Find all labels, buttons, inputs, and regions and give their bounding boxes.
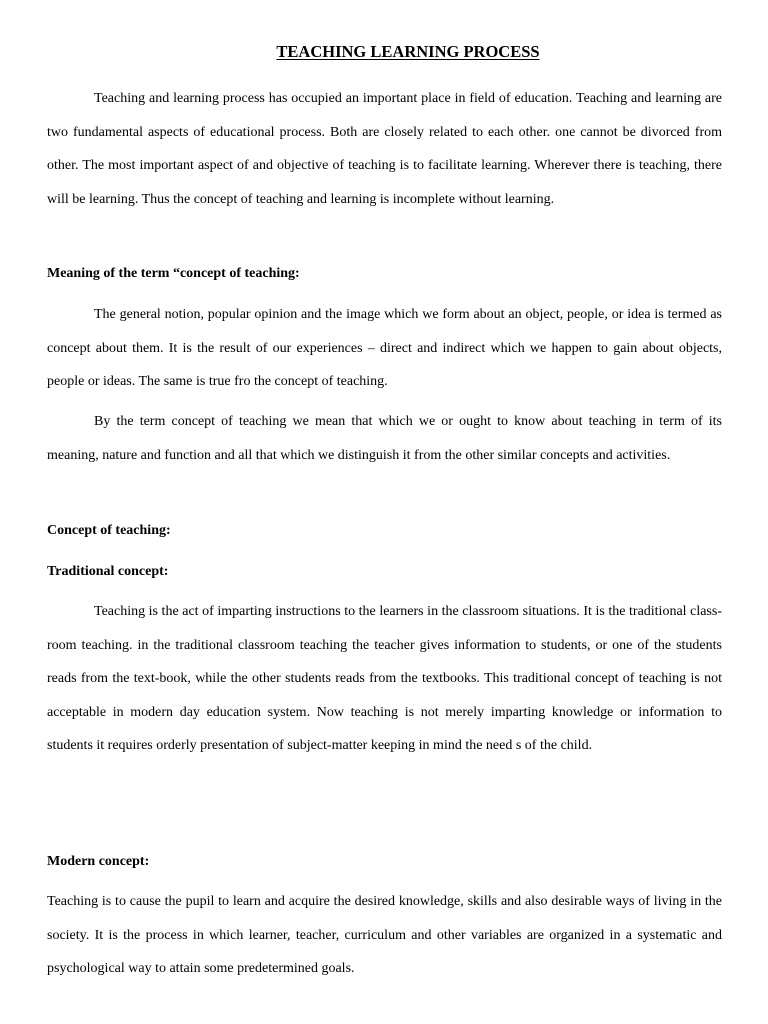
modern-paragraph: Teaching is to cause the pupil to learn and acquire the desired knowledge, skills and also desirable ways of living in the society. It is the process in which learner, teacher, curriculum and other variables are organized in a systematic and psychological way to attain some predetermined goals. bbox=[47, 894, 722, 976]
heading-traditional: Traditional concept: bbox=[47, 564, 169, 579]
heading-concept: Concept of teaching: bbox=[47, 523, 171, 538]
intro-paragraph: Teaching and learning process has occupied an important place in field of education. Teaching and learning are two fundamental aspects of educational process. Both are closely related to each other. one cannot be divorced from other. The most important aspect of and objective of teaching is to facilitate learning. Wherever there is teaching, there will be learning. Thus the concept of teaching and learning is incomplete without learning. bbox=[47, 91, 722, 207]
term-paragraph: By the term concept of teaching we mean that which we or ought to know about teaching in term of its meaning, nature and function and all that which we distinguish it from the other similar concepts and activities. bbox=[47, 414, 722, 463]
document-title: TEACHING LEARNING PROCESS bbox=[276, 42, 540, 61]
notion-paragraph: The general notion, popular opinion and the image which we form about an object, people, or idea is termed as concept about them. It is the result of our experiences – direct and indirect which we happen to gain about objects, people or ideas. The same is true fro the concept of teaching. bbox=[47, 307, 722, 389]
traditional-paragraph: Teaching is the act of imparting instructions to the learners in the classroom situations. It is the traditional class-room teaching. in the traditional classroom teaching the teacher gives information to students, or one of the students reads from the text-book, while the other students reads from the textbooks. This traditional concept of teaching is not acceptable in modern day education system. Now teaching is not merely imparting knowledge or information to students it requires orderly presentation of subject-matter keeping in mind the need s of the child. bbox=[47, 604, 722, 753]
heading-meaning: Meaning of the term “concept of teaching: bbox=[47, 266, 300, 281]
heading-modern: Modern concept: bbox=[47, 854, 150, 869]
